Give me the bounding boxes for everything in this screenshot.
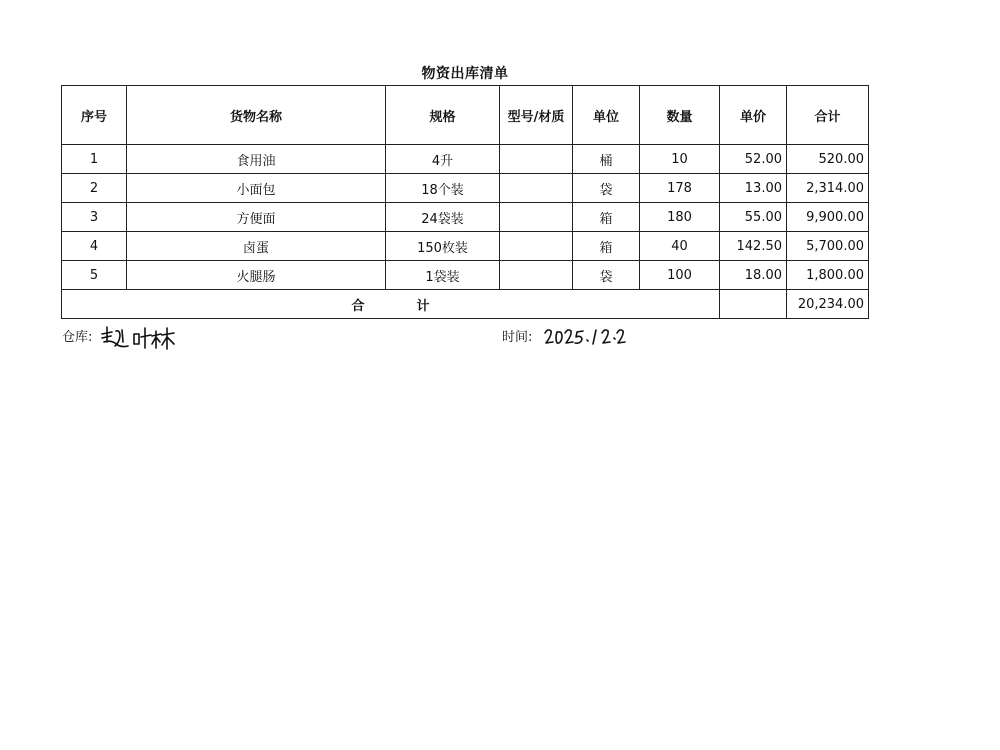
cell-model	[500, 261, 573, 290]
cell-qty: 100	[640, 261, 720, 290]
cell-unit: 箱	[573, 203, 640, 232]
total-label-part2: 计	[416, 298, 430, 314]
cell-spec: 18个装	[386, 174, 500, 203]
cell-model	[500, 203, 573, 232]
cell-no: 5	[62, 261, 127, 290]
header-row	[62, 86, 869, 145]
cell-model	[500, 232, 573, 261]
cell-model	[500, 145, 573, 174]
cell-no: 3	[62, 203, 127, 232]
cell-amount: 9,900.00	[787, 203, 869, 232]
outbound-table	[61, 85, 869, 319]
cell-name: 方便面	[127, 203, 386, 232]
cell-name: 火腿肠	[127, 261, 386, 290]
cell-amount: 5,700.00	[787, 232, 869, 261]
total-price-cell	[720, 290, 787, 319]
table-row	[62, 203, 869, 232]
cell-amount: 2,314.00	[787, 174, 869, 203]
cell-qty: 40	[640, 232, 720, 261]
total-row	[62, 290, 869, 319]
total-label	[62, 290, 720, 319]
cell-spec: 1袋装	[386, 261, 500, 290]
cell-amount: 520.00	[787, 145, 869, 174]
table-row	[62, 145, 869, 174]
cell-model	[500, 174, 573, 203]
table-row	[62, 232, 869, 261]
cell-unit: 箱	[573, 232, 640, 261]
warehouse-label: 仓库:	[62, 330, 93, 345]
cell-unit: 袋	[573, 174, 640, 203]
col-header-no: 序号	[62, 86, 127, 145]
cell-name: 食用油	[127, 145, 386, 174]
table-row	[62, 261, 869, 290]
cell-price: 142.50	[720, 232, 787, 261]
warehouse-signature	[98, 324, 180, 352]
col-header-unit: 单位	[573, 86, 640, 145]
cell-unit: 袋	[573, 261, 640, 290]
handwritten-date	[542, 324, 628, 348]
col-header-model: 型号/材质	[500, 86, 573, 145]
cell-spec: 150枚装	[386, 232, 500, 261]
time-label: 时间:	[502, 330, 533, 345]
table-row	[62, 174, 869, 203]
cell-price: 18.00	[720, 261, 787, 290]
cell-price: 52.00	[720, 145, 787, 174]
total-amount: 20,234.00	[787, 290, 869, 319]
cell-spec: 4升	[386, 145, 500, 174]
col-header-amount: 合计	[787, 86, 869, 145]
cell-no: 4	[62, 232, 127, 261]
col-header-qty: 数量	[640, 86, 720, 145]
document-title: 物资出库清单	[421, 66, 509, 82]
cell-price: 13.00	[720, 174, 787, 203]
cell-name: 小面包	[127, 174, 386, 203]
cell-name: 卤蛋	[127, 232, 386, 261]
cell-no: 2	[62, 174, 127, 203]
cell-qty: 10	[640, 145, 720, 174]
cell-unit: 桶	[573, 145, 640, 174]
total-label-part1: 合	[351, 298, 365, 314]
cell-qty: 178	[640, 174, 720, 203]
cell-qty: 180	[640, 203, 720, 232]
col-header-spec: 规格	[386, 86, 500, 145]
col-header-name: 货物名称	[127, 86, 386, 145]
cell-price: 55.00	[720, 203, 787, 232]
cell-no: 1	[62, 145, 127, 174]
col-header-price: 单价	[720, 86, 787, 145]
cell-amount: 1,800.00	[787, 261, 869, 290]
cell-spec: 24袋装	[386, 203, 500, 232]
